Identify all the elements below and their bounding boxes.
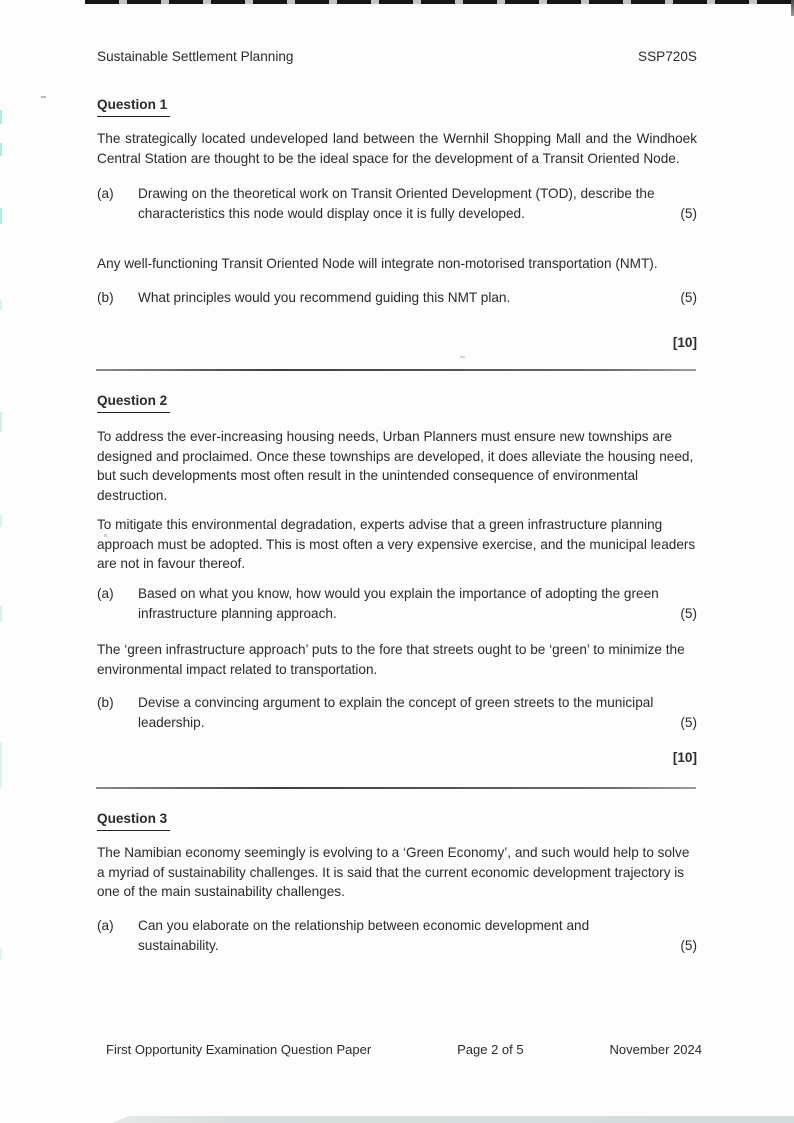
part-a-mark: (5) xyxy=(680,937,697,953)
footer-paper-name: First Opportunity Examination Question Paper xyxy=(106,1042,372,1057)
question-2-total: [10] xyxy=(672,750,697,765)
footer-page-number: Page 2 of 5 xyxy=(457,1042,524,1057)
part-b-label: (b) xyxy=(97,695,114,710)
part-a-text: Drawing on the theoretical work on Transit Oriented Development (TOD), describe the characteristics this node would display once it is fully developed. xyxy=(138,186,655,221)
part-a-text: Can you elaborate on the relationship between economic development and sustainability. xyxy=(138,918,590,953)
question-1-total: [10] xyxy=(672,335,697,350)
question-3-part-a xyxy=(97,916,697,955)
page-footer xyxy=(106,1040,702,1060)
question-2-part-a xyxy=(97,584,697,623)
question-1-part-b xyxy=(97,288,697,308)
question-3-title: Question 3 xyxy=(97,809,170,831)
scan-tick xyxy=(0,606,2,622)
part-b-text: What principles would you recommend guiding this NMT plan. xyxy=(138,290,511,305)
page-header xyxy=(97,47,697,67)
part-a-label: (a) xyxy=(97,586,114,601)
footer-date: November 2024 xyxy=(609,1042,702,1057)
scan-tick xyxy=(0,742,2,788)
section-divider xyxy=(96,787,696,789)
scan-tick xyxy=(0,948,2,960)
question-1-heading xyxy=(97,95,697,117)
part-b-mark: (5) xyxy=(680,714,697,730)
question-2-title: Question 2 xyxy=(97,391,170,413)
part-b-mark: (5) xyxy=(680,290,697,305)
part-b-label: (b) xyxy=(97,290,114,305)
scan-tick xyxy=(0,515,2,527)
question-2-bridge: The ‘green infrastructure approach’ puts to the fore that streets ought to be ‘green’ to minimize the environmental impact related to transportation. xyxy=(97,642,685,677)
scan-tick xyxy=(0,208,2,224)
question-1-part-a xyxy=(97,184,697,223)
course-code: SSP720S xyxy=(638,49,697,64)
part-a-mark: (5) xyxy=(680,605,697,621)
scan-tick xyxy=(0,143,2,156)
part-a-mark: (5) xyxy=(680,205,697,221)
scan-tick xyxy=(0,412,2,432)
part-a-label: (a) xyxy=(97,186,114,201)
part-a-label: (a) xyxy=(97,918,114,933)
part-b-text: Devise a convincing argument to explain the concept of green streets to the municipal leadership. xyxy=(138,695,654,730)
part-a-text: Based on what you know, how would you explain the importance of adopting the green infrastructure planning approach. xyxy=(138,586,659,621)
question-2-intro-1: To address the ever-increasing housing needs, Urban Planners must ensure new townships are designed and proclaimed. Once these townships are developed, it does alleviate the housing need, but such developments most often result in the unintended consequence of environmental destruction. xyxy=(97,429,694,503)
scan-edge-bottom xyxy=(112,1116,794,1123)
scan-edge-top xyxy=(85,0,794,4)
section-divider xyxy=(96,369,696,371)
scan-tick xyxy=(0,300,2,310)
question-1-intro: The strategically located undeveloped land between the Wernhil Shopping Mall and the Windhoek Central Station are thought to be the ideal space for the development of a Transit Oriented Node. xyxy=(97,131,697,166)
question-2-part-b xyxy=(97,693,697,732)
question-2-intro-2: To mitigate this environmental degradation, experts advise that a green infrastructure planning approach must be adopted. This is most often a very expensive exercise, and the municipal leaders are not in favour thereof. xyxy=(97,517,696,571)
question-3-intro: The Namibian economy seemingly is evolving to a ‘Green Economy’, and such would help to solve a myriad of sustainability challenges. It is said that the current economic development trajectory is one of the main sustainability challenges. xyxy=(97,845,690,899)
question-1-title: Question 1 xyxy=(97,95,170,117)
course-title: Sustainable Settlement Planning xyxy=(97,49,294,64)
scan-speck xyxy=(460,356,465,358)
scan-tick xyxy=(0,110,2,124)
question-2-heading xyxy=(97,391,697,413)
scan-speck xyxy=(41,96,46,98)
question-3-heading xyxy=(97,809,697,831)
question-1-bridge: Any well-functioning Transit Oriented Node will integrate non-motorised transportation (NMT). xyxy=(97,256,658,271)
